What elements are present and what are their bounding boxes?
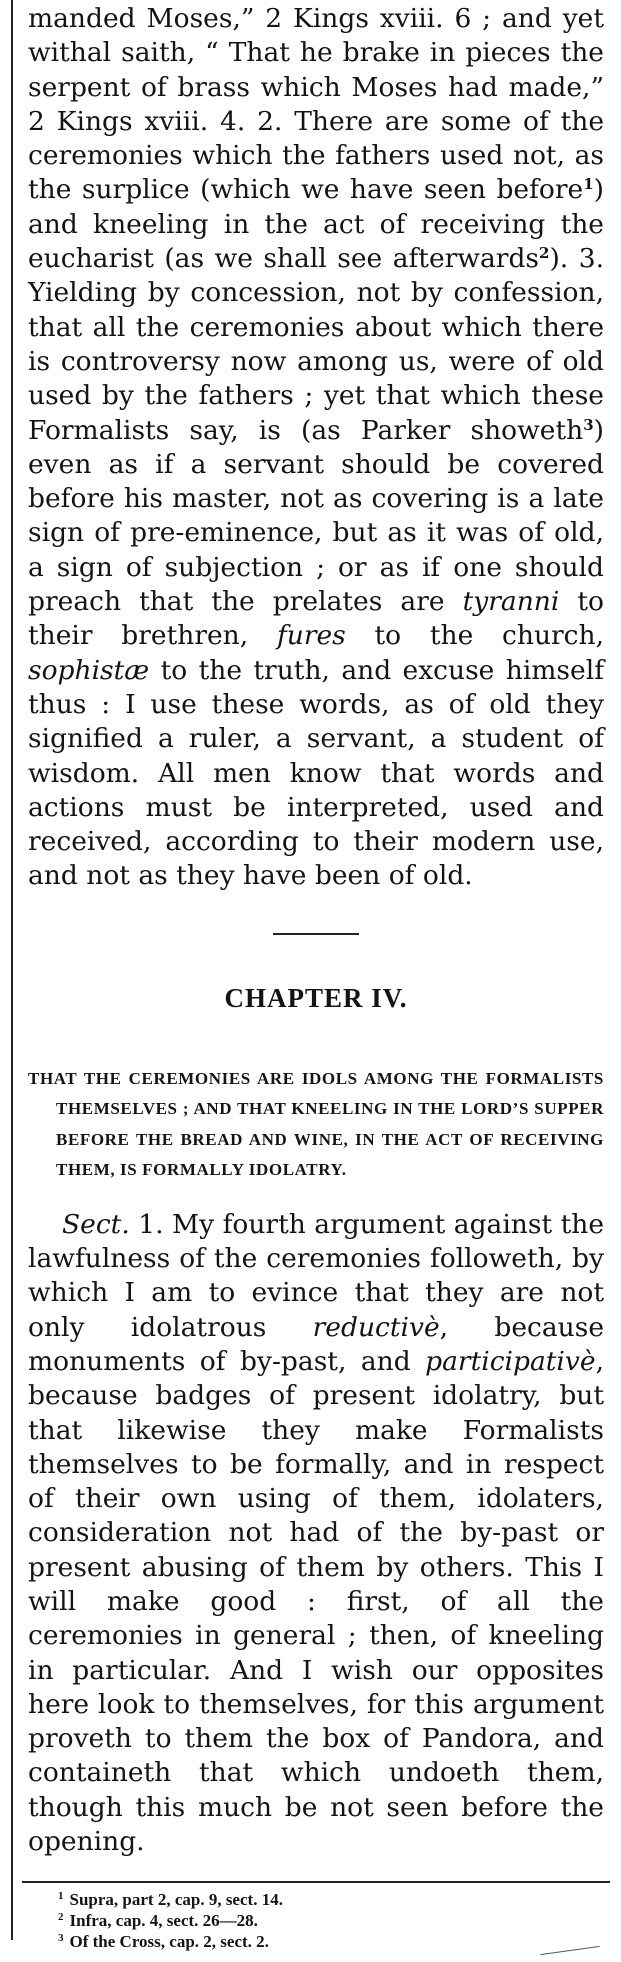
footnote-mark: 3	[58, 1932, 64, 1945]
paragraph-text: ) and kneeling in the act of receiving the eucharist (as we shall see afterwards	[28, 174, 604, 275]
italic-term: tyranni	[462, 586, 560, 618]
section-paragraph	[28, 1208, 604, 1860]
footnote-ref[interactable]: 2	[539, 244, 550, 263]
footnote	[58, 1910, 604, 1931]
footnote	[58, 1931, 604, 1952]
section-label: Sect.	[62, 1208, 130, 1240]
footnote-mark: 1	[58, 1890, 64, 1903]
book-page	[28, 2, 604, 1952]
italic-term: fures	[276, 620, 346, 652]
paragraph-text: , because monuments of by-past, and	[28, 1311, 604, 1377]
italic-term: reductivè	[312, 1311, 440, 1343]
paragraph-text: to their brethren,	[28, 586, 605, 652]
paragraph-text: 1. My fourth argument against the lawfulness of the ceremonies followeth, by which I am to evince that they are not only idolatrous	[28, 1208, 604, 1343]
paragraph-text: manded Moses,” 2 Kings xviii. 6 ; and yet withal saith, “ That he brake in pieces the serpent of brass which Moses had made,” 2 Kings xviii. 4. 2. There are some of the ceremonies which the fathers used not, as the surplice (which we have seen before	[28, 3, 604, 206]
footnote-ref[interactable]: 1	[583, 175, 594, 194]
footnotes	[28, 1889, 604, 1952]
footnote-text: Infra, cap. 4, sect. 26—28.	[69, 1911, 258, 1931]
paragraph-text: ). 3. Yielding by concession, not by confession, that all the ceremonies about which there is controversy now among us, were of old used by the fathers ; yet that which these Formalists say, is (as Parker showeth	[28, 243, 604, 446]
paragraph-text: ) even as if a servant should be covered before his master, not as covering is a late sign of pre-eminence, but as it was of old, a sign of subjection ; or as if one should preach that the prelates are	[28, 414, 604, 618]
footnote-ref[interactable]: 3	[583, 415, 594, 434]
body-paragraph	[28, 2, 604, 894]
section-divider	[273, 933, 359, 935]
footnote-text: Of the Cross, cap. 2, sect. 2.	[69, 1932, 269, 1952]
footnote-rule	[22, 1881, 610, 1883]
paragraph-text: to the truth, and excuse himself thus : I use these words, as of old they signified a ruler, a servant, a student of wisdom. All men know that words and actions must be interpreted, used and received, according to their modern use, and not as they have been of old.	[28, 654, 604, 892]
footnote-mark: 2	[58, 1911, 64, 1924]
left-margin-rule	[11, 0, 13, 1940]
chapter-heading: CHAPTER IV.	[224, 982, 408, 1013]
footnote	[58, 1889, 604, 1910]
paragraph-text: , because badges of present idolatry, but that likewise they make Formalists themselves to be formally, and in respect of their own using of them, idolaters, consideration not had of the by-past or present abusing of them by others. This I will make good : first, of all the ceremonies in general ; then, of kneeling in particular. And I wish our opposites here look to themselves, for this argument proveth to them the box of Pandora, and containeth that which undoeth them, though this much be not seen before the opening.	[28, 1345, 604, 1858]
italic-term: participativè	[425, 1345, 596, 1377]
chapter-summary: THAT THE CEREMONIES ARE IDOLS AMONG THE FORMALISTS THEMSELVES ; AND THAT KNEELING IN THE LORD’S SUPPER BEFORE THE BREAD AND WINE, IN THE ACT OF RECEIVING THEM, IS FORMALLY IDOLATRY.	[28, 1068, 604, 1180]
paragraph-text: to the church,	[345, 620, 605, 652]
footnote-text: Supra, part 2, cap. 9, sect. 14.	[69, 1890, 283, 1910]
italic-term: sophistæ	[28, 654, 150, 686]
